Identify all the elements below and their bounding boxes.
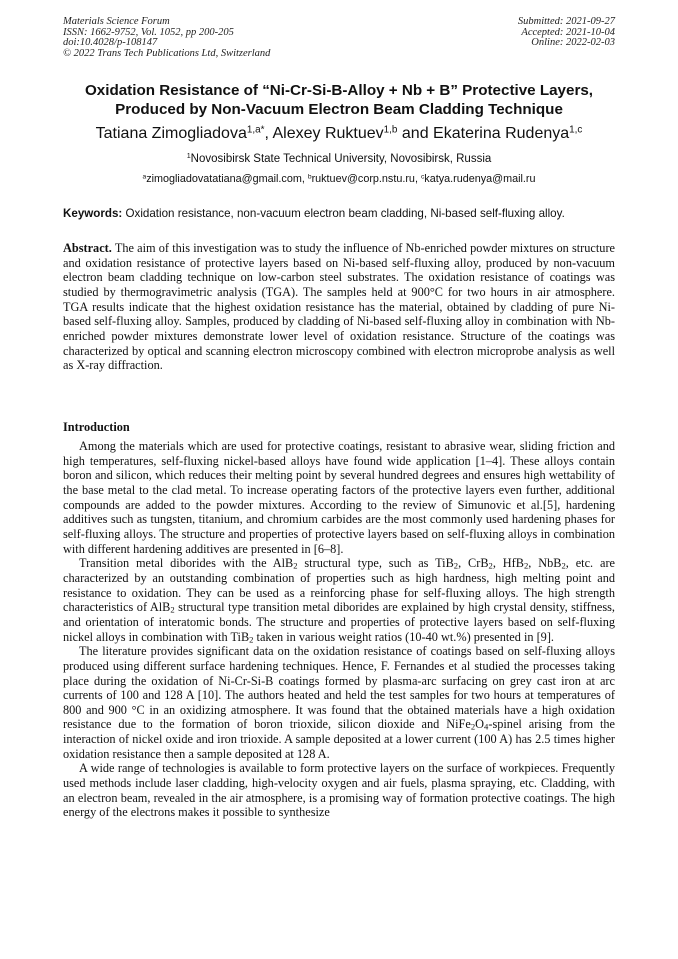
submitted-date: Submitted: 2021-09-27 <box>517 16 615 27</box>
author-affil-mark: 1,c <box>569 124 583 136</box>
abstract-label: Abstract. <box>63 241 112 255</box>
affiliation-text: Novosibirsk State Technical University, Novosibirsk, Russia <box>190 153 492 165</box>
author-affil-mark: 1,b <box>383 124 398 136</box>
paragraph: Among the materials which are used for protective coatings, resistant to abrasive wear, sliding friction and high temperatures, self-fluxing nickel-based alloys have found wide application [1–4]. These alloys contain boron and silicon, which reduces their melting point by several hundred degrees and ensures high wettability of the base metal to the clad metal. To increase operating factors of the protective layers even further, additional compounds are added to the powder mixtures. According to the review of Simunovic et al.[5], hardening additives such as tungsten, titanium, and chromium carbides are the most commonly used hardening phases for self-fluxing alloys. The structure and properties of protective layers based on self-fluxing alloys in combination with different hardening additives are presented in [6–8]. <box>63 439 615 556</box>
abstract-text: The aim of this investigation was to study the influence of Nb-enriched powder mixtures on structure and oxidation resistance of protective layers based on Ni-based self-fluxing alloy, produced by non-vacuum electron beam cladding technique on low-carbon steel substrates. The oxidation resistance of coatings was studied by thermogravimetric analysis (TGA). The samples held at 900°C for two hours in air atmosphere. TGA results indicate that the highest oxidation resistance has the material, obtained by cladding of pure Ni-based self-fluxing alloy. Samples, produced by cladding of Ni-based self-fluxing alloy in combination with Nb-enriched powder mixtures demonstrate lower level of oxidation resistance. Structure of the coatings was characterized by optical and scanning electron microscopy combined with electron microprobe analysis as well as X-ray diffraction. <box>63 241 615 373</box>
accepted-date: Accepted: 2021-10-04 <box>521 26 615 38</box>
email-list <box>40 172 638 186</box>
paper-title <box>40 81 638 119</box>
author-name: Ekaterina Rudenya <box>433 125 570 142</box>
email-address[interactable]: ruktuev@corp.nstu.ru, <box>311 173 421 185</box>
email-address[interactable]: katya.rudenya@mail.ru <box>424 173 536 185</box>
paragraph: Transition metal diborides with the AlB$_2$ structural type, such as TiB$_2$, CrB$_2$, HfB$_2$, NbB$_2$, etc. are characterized by an outstanding combination of properties such as high hardness, high melting point and resistance to oxidation. They can be used as a reinforcing phase for self-fluxing alloys. The high strength characteristics of AlB$_2$ structural type transition metal diborides are explained by high crystal density, stiffness, and orientation of interatomic bonds. The structure and properties of protective layers based on self-fluxing nickel alloys in combination with TiB$_2$ taken in various weight ratios (10-40 wt.%) presented in [9]. <box>63 556 615 644</box>
author-separator: , <box>264 125 273 142</box>
affiliation <box>40 152 638 166</box>
introduction-body <box>63 439 615 820</box>
author-separator: and <box>397 125 434 142</box>
copyright: © 2022 Trans Tech Publications Ltd, Switzerland <box>63 47 271 59</box>
title-line-2: Produced by Non-Vacuum Electron Beam Cladding Technique <box>115 101 563 118</box>
email-mark: b <box>307 173 312 181</box>
journal-name: Materials Science Forum <box>63 16 170 27</box>
abstract <box>63 241 615 373</box>
issn-volume: ISSN: 1662-9752, Vol. 1052, pp 200-205 <box>63 26 234 38</box>
email-mark: c <box>420 173 425 181</box>
submission-dates <box>518 17 615 49</box>
keywords-text: Oxidation resistance, non-vacuum electron beam cladding, Ni-based self-fluxing alloy. <box>122 207 565 220</box>
author-affil-mark: 1,a* <box>246 124 265 136</box>
title-line-1: Oxidation Resistance of “Ni-Cr-Si-B-Alloy + Nb + B” Protective Layers, <box>84 82 594 99</box>
author-name: Tatiana Zimogliadova <box>95 125 247 142</box>
keywords <box>63 207 623 221</box>
paragraph: The literature provides significant data on the oxidation resistance of coatings based on self-fluxing alloys produced using different surface hardening techniques. Hence, F. Fernandes et al studied the processes taking place during the oxidation of Ni-Cr-Si-B coatings formed by plasma-arc surfacing on grey cast iron at arc currents of 100 and 128 A [10]. The authors heated and held the test samples for two hours at temperatures of 800 and 900 °C in an oxidizing atmosphere. It was found that the obtained materials have a high oxidation resistance due to the formation of boron trioxide, silicon dioxide and $NiFe_2O_4$-spinel arising from the interaction of nickel oxide and iron trioxide. A sample deposited at a lower current (100 A) has 2.5 times higher oxidation resistance then a sample deposited at 128 A. <box>63 644 615 761</box>
publication-info <box>63 17 270 59</box>
section-heading-introduction: Introduction <box>63 420 130 434</box>
affiliation-mark: 1 <box>186 152 191 161</box>
email-address[interactable]: zimogliadovatatiana@gmail.com, <box>146 173 308 185</box>
email-mark: a <box>142 173 147 181</box>
keywords-label: Keywords: <box>63 207 123 220</box>
paragraph: A wide range of technologies is available to form protective layers on the surface of workpieces. Frequently used methods include laser cladding, high-velocity oxygen and air fuels, plasma spraying, etc. Cladding, with an electron beam, revealed in the air atmosphere, is a promising way of formation protective coatings. The high energy of the electrons makes it possible to synthesize <box>63 761 615 820</box>
doi: doi:10.4028/p-108147 <box>63 37 158 49</box>
online-date: Online: 2022-02-03 <box>531 37 615 49</box>
author-list <box>40 124 638 144</box>
author-name: Alexey Ruktuev <box>272 125 384 142</box>
